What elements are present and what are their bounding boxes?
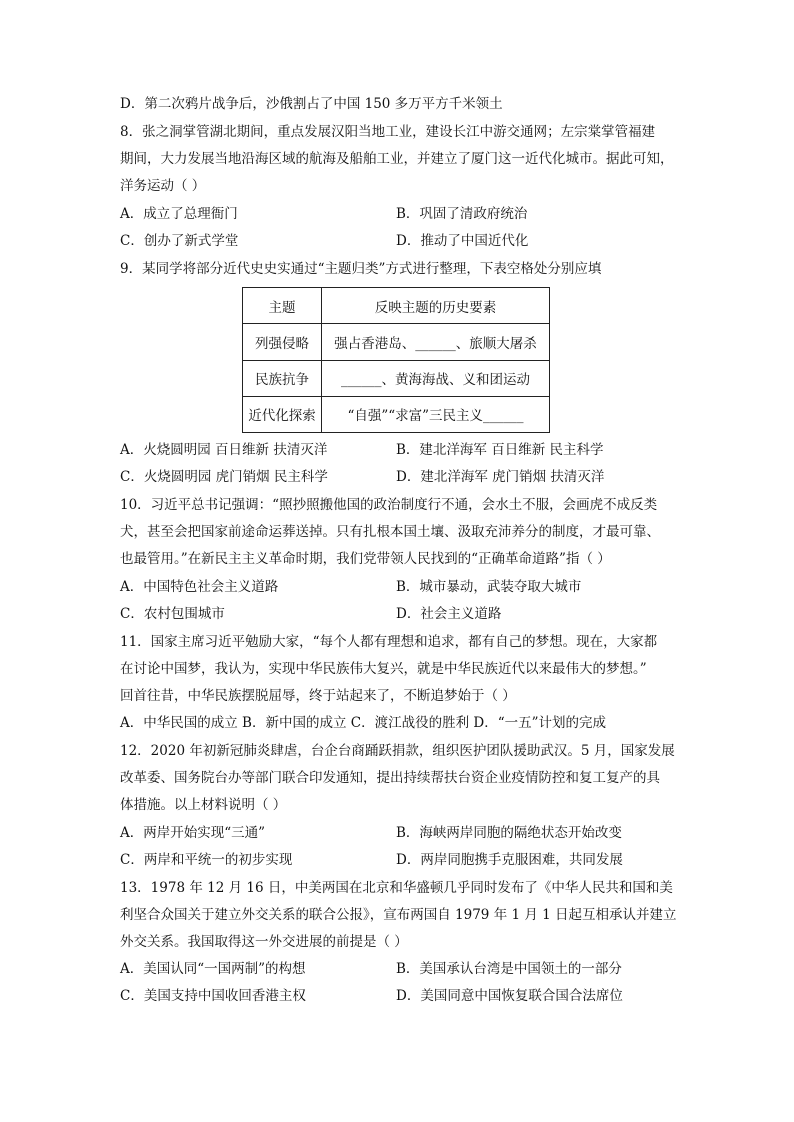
q9-option-b: B．建北洋海军 百日维新 民主科学 bbox=[396, 442, 604, 458]
q10-option-c: C．农村包围城市 bbox=[120, 606, 225, 622]
q7-option-d: D．第二次鸦片战争后，沙俄割占了中国 150 多万平方千米领土 bbox=[120, 96, 503, 112]
q8-option-a: A．成立了总理衙门 bbox=[120, 206, 238, 222]
table-row bbox=[243, 396, 550, 432]
q12-stem-line: 12．2020 年初新冠肺炎肆虐，台企台商踊跃捐款，组织医护团队援助武汉。5 月，国家发展 bbox=[120, 743, 675, 759]
table-row bbox=[243, 360, 550, 396]
table-row bbox=[243, 324, 550, 360]
table-cell: 强占香港岛、______、旅顺大屠杀 bbox=[322, 324, 550, 360]
table-cell: ______、黄海海战、义和团运动 bbox=[322, 360, 550, 396]
q11-options: A．中华民国的成立 B．新中国的成立 C．渡江战役的胜利 D．“一五”计划的完成 bbox=[120, 715, 606, 731]
q8-stem-line: 8．张之洞掌管湖北期间，重点发展汉阳当地工业，建设长江中游交通网；左宗棠掌管福建 bbox=[120, 124, 656, 140]
q11-stem-line: 回首往昔，中华民族摆脱屈辱，终于站起来了，不断追梦始于（ ） bbox=[120, 688, 516, 704]
q11-stem-line: 11．国家主席习近平勉励大家，“每个人都有理想和追求，都有自己的梦想。现在，大家都 bbox=[120, 634, 658, 650]
q13-option-a: A．美国认同“一国两制”的构想 bbox=[120, 961, 306, 977]
q9-option-d: D．建北洋海军 虎门销烟 扶清灭洋 bbox=[396, 469, 605, 485]
q8-option-b: B．巩固了清政府统治 bbox=[396, 206, 528, 222]
table-cell: 列强侵略 bbox=[243, 324, 322, 360]
table-cell: 近代化探索 bbox=[243, 396, 322, 432]
q10-option-d: D．社会主义道路 bbox=[396, 606, 502, 622]
q8-stem-line: 期间，大力发展当地沿海区域的航海及船舶工业，并建立了厦门这一近代化城市。据此可知， bbox=[120, 151, 674, 167]
q8-stem-line: 洋务运动（ ） bbox=[120, 178, 206, 194]
q10-stem-line: 也最管用。”在新民主主义革命时期，我们党带领人民找到的“正确革命道路”指（ ） bbox=[120, 551, 611, 567]
q12-stem-line: 改革委、国务院台办等部门联合印发通知，提出持续帮扶台资企业疫情防控和复工复产的具 bbox=[120, 770, 660, 786]
q9-table bbox=[242, 287, 550, 433]
q10-option-b: B．城市暴动，武装夺取大城市 bbox=[396, 579, 582, 595]
q12-option-a: A．两岸开始实现“三通” bbox=[120, 825, 266, 841]
table-header-cell: 反映主题的历史要素 bbox=[322, 288, 550, 324]
q12-option-d: D．两岸同胞携手克服困难，共同发展 bbox=[396, 852, 623, 868]
table-header-row bbox=[243, 288, 550, 324]
q13-option-b: B．美国承认台湾是中国领土的一部分 bbox=[396, 961, 622, 977]
table-cell: 民族抗争 bbox=[243, 360, 322, 396]
q13-stem-line: 13．1978 年 12 月 16 日，中美两国在北京和华盛顿几乎同时发布了《中华人民共和国和美 bbox=[120, 880, 673, 896]
q8-option-d: D．推动了中国近代化 bbox=[396, 233, 529, 249]
q12-stem-line: 体措施。以上材料说明（ ） bbox=[120, 797, 287, 813]
q9-stem: 9．某同学将部分近代史史实通过“主题归类”方式进行整理，下表空格处分别应填 bbox=[120, 261, 602, 277]
table-header-cell: 主题 bbox=[243, 288, 322, 324]
q13-option-c: C．美国支持中国收回香港主权 bbox=[120, 988, 306, 1004]
q13-option-d: D．美国同意中国恢复联合国合法席位 bbox=[396, 988, 623, 1004]
q9-option-c: C．火烧圆明园 虎门销烟 民主科学 bbox=[120, 469, 328, 485]
q12-option-b: B．海峡两岸同胞的隔绝状态开始改变 bbox=[396, 825, 622, 841]
q13-stem-line: 利坚合众国关于建立外交关系的联合公报》，宣布两国自 1979 年 1 月 1 日起互相承认并建立 bbox=[120, 907, 677, 923]
q13-stem-line: 外交关系。我国取得这一外交进展的前提是（ ） bbox=[120, 934, 408, 950]
q12-option-c: C．两岸和平统一的初步实现 bbox=[120, 852, 293, 868]
q8-option-c: C．创办了新式学堂 bbox=[120, 233, 239, 249]
q11-stem-line: 在讨论中国梦，我认为，实现中华民族伟大复兴，就是中华民族近代以来最伟大的梦想。” bbox=[120, 661, 647, 677]
q10-stem-line: 犬，甚至会把国家前途命运葬送掉。只有扎根本国土壤、汲取充沛养分的制度，才最可靠、 bbox=[120, 524, 660, 540]
q9-option-a: A．火烧圆明园 百日维新 扶清灭洋 bbox=[120, 442, 328, 458]
table-cell: “自强”“求富”三民主义______ bbox=[322, 396, 550, 432]
q10-stem-line: 10．习近平总书记强调：“照抄照搬他国的政治制度行不通，会水土不服，会画虎不成反类 bbox=[120, 497, 658, 513]
q10-option-a: A．中国特色社会主义道路 bbox=[120, 579, 279, 595]
